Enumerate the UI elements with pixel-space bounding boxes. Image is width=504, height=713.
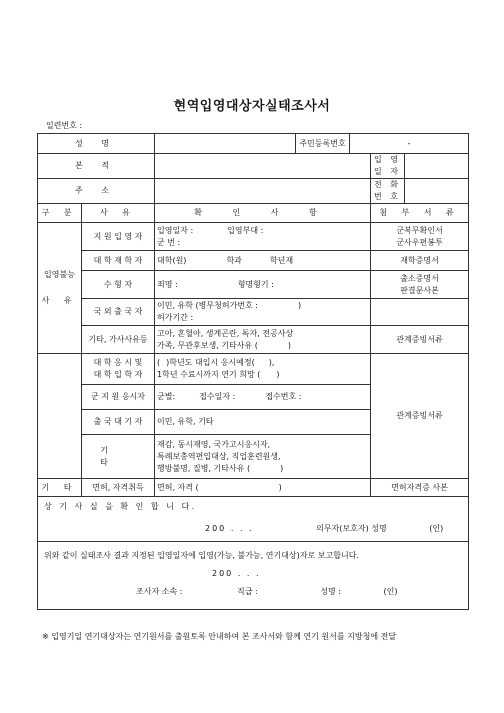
address-label: 주 소 [38,179,155,204]
att-family: 관계증빙서류 [371,326,469,354]
confirm-section: 상 기 사 실 을 확 인 합 니 다. 200 . . . 의무자(보호자) 성명 (인) [38,497,469,542]
reason-university: 대 학 재 학 자 [82,251,155,271]
domicile-field[interactable] [155,154,371,179]
col-confirm: 확 인 사 항 [155,204,371,223]
seal-mark-2: (인) [383,587,398,596]
col-reason: 사 유 [82,204,155,223]
reason-prisoner: 수 형 자 [82,271,155,299]
etc-reason: 면허, 자격취득 [82,479,155,497]
att-deferral: 관계증빙서류 [371,354,469,479]
etc-detail[interactable]: 면허, 자격 ( ) [155,479,371,497]
col-category: 구 분 [38,204,82,223]
reason-family: 기타, 가사사유등 [82,326,155,354]
confirm-univ-apply[interactable]: ( )학년도 대입시 응시예정( ), 1학년 수료시까지 연기 희망 ( ) [155,354,371,385]
impossible-group-label: 입영불능 사 유 [38,223,82,354]
name-label: 성 명 [38,134,155,154]
rrn-label: 주민등록번호 [296,134,350,154]
report-section: 위와 같이 실태조사 결과 지정된 입영일자에 입영(가능, 불가능, 연기대상)자로 보고합니다. 200 . . . 조사자 소속 : 직급 : 성명 : (인) [38,542,469,610]
page-title: 현역입영대상자실태조사서 [173,99,331,114]
etc-attachment: 면허자격증 사본 [371,479,469,497]
reason-military-apply: 군 지 원 응시자 [82,385,155,410]
reason-univ-apply: 대 학 응 시 및 대 학 입 학 자 [82,354,155,385]
att-volunteer: 군복무확인서 군사우편봉투 [371,223,469,251]
confirm-prisoner[interactable]: 죄명 : 형명형기 : [155,271,371,299]
confirm-other[interactable]: 재감, 동시재영, 국가고시응시자, 특례보충역편입대상, 직업훈련원생, 행방불명, 질병, 기타사유 ( ) [155,435,371,479]
record-number-label: 일련번호 : [46,121,83,130]
confirm-military-apply[interactable]: 군별: 접수일자 : 접수번호 : [155,385,371,410]
confirm-family[interactable]: 고아, 혼혈아, 생계곤란, 독자, 전공사상 가족, 무관후보생, 기타사유 ( ) [155,326,371,354]
footnote: ※ 입영기일 연기대상자는 연기원서를 출원토록 안내하여 본 조사서와 함께 연기 원서를 지방청에 전달 [42,632,397,641]
confirm-university[interactable]: 대학(원) 학과 학년재 [155,251,371,271]
phone-label: 전 화 번 호 [371,179,405,204]
reason-departure-wait: 출 국 대 기 자 [82,410,155,435]
confirm-departure-wait[interactable]: 이민, 유학, 기타 [155,410,371,435]
etc-label: 기 타 [38,479,82,497]
att-university: 재학증명서 [371,251,469,271]
domicile-label: 본 적 [38,154,155,179]
phone-field[interactable] [405,179,469,204]
enlist-date-label: 입 영 일 자 [371,154,405,179]
survey-form-table [37,133,469,610]
seal-mark: (인) [429,524,444,533]
col-attachments: 첨 부 서 류 [371,204,469,223]
reason-other: 기 타 [82,435,155,479]
rrn-field[interactable]: - [350,134,469,154]
address-field[interactable] [155,179,371,204]
confirm-volunteer[interactable]: 입영일자 : 입영부대 : 군 번 : [155,223,371,251]
enlist-date-field[interactable] [405,154,469,179]
att-prisoner: 출소증명서 판결문사본 [371,271,469,299]
reason-overseas: 국 외 출 국 자 [82,299,155,326]
deferral-group-label [38,354,82,479]
reason-volunteer: 지 원 입 영 자 [82,223,155,251]
name-field[interactable] [155,134,296,154]
confirm-overseas[interactable]: 이민, 유학 (병무청허가번호 : ) 허가기간 : [155,299,371,326]
att-overseas [371,299,469,326]
